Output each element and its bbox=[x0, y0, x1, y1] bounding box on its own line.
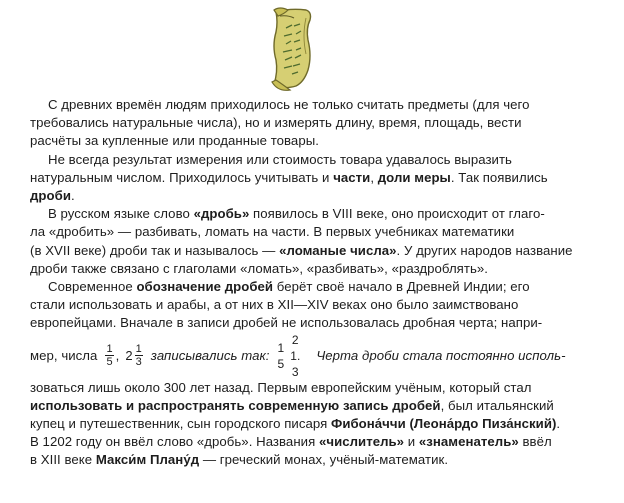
p4-period-7: . bbox=[556, 416, 561, 432]
p4-bar-text: Черта дроби стала постоянно исполь- bbox=[316, 347, 566, 363]
fraction-denominator: 5 bbox=[106, 356, 113, 369]
p2-period: . bbox=[70, 188, 75, 204]
name-maximus-planudes: Макси́м Плану́д bbox=[95, 452, 200, 468]
p3-line-1 bbox=[30, 205, 610, 223]
old-notation-one-fifth bbox=[278, 340, 285, 372]
p3-text-c: появилось в VIII веке, оно происходит от глаго- bbox=[249, 206, 545, 222]
p2-line-1: Не всегда результат измерения или стоимость товара удавалось выразить bbox=[48, 151, 512, 167]
p4-text-c: берёт своё начало в Древней Индии; его bbox=[273, 279, 530, 295]
term-numerator: «числитель» bbox=[318, 434, 405, 450]
p4-line-9 bbox=[30, 451, 610, 469]
old-numerator: 1 bbox=[277, 340, 285, 355]
term-fraction-notation: обозначение дробей bbox=[136, 279, 274, 295]
ancient-scroll-illustration bbox=[260, 6, 324, 92]
term-measure-shares: доли меры bbox=[377, 169, 451, 185]
p2-text-end: . Так появились bbox=[450, 169, 548, 185]
mixed-number-whole: 2 bbox=[125, 347, 133, 363]
p1-line-2: требовались натуральные числа), но и измерять длину, время, площадь, вести bbox=[30, 115, 522, 131]
fraction-one-fifth bbox=[105, 343, 113, 368]
p3-text-3a: (в XVII веке) дроби так и называлось — bbox=[30, 242, 280, 258]
p2-comma: , bbox=[370, 169, 378, 185]
p4-line-6 bbox=[30, 397, 610, 415]
p4-text-9c: — греческий монах, учёный-математик. bbox=[199, 452, 449, 468]
p4-line-5: зоваться лишь около 300 лет назад. Первым европейским учёным, который стал bbox=[30, 379, 532, 395]
fraction-numerator: 1 bbox=[135, 343, 142, 356]
p4-text-8c: и bbox=[404, 434, 419, 450]
p3-line-2: ла «дробить» — разбивать, ломать на части. В первых учебниках математики bbox=[30, 224, 515, 240]
p4-line-3: европейцами. Вначале в записи дробей не использовалась дробная черта; напри- bbox=[30, 315, 543, 331]
paragraph-2 bbox=[30, 151, 610, 206]
fraction-one-third bbox=[135, 343, 143, 368]
p4-text-8e: ввёл bbox=[518, 434, 552, 450]
p3-text-a: В русском языке слово bbox=[48, 206, 194, 222]
old-bottom: 3 bbox=[291, 364, 299, 379]
fraction-numerator: 1 bbox=[106, 343, 113, 356]
term-denominator: «знаменатель» bbox=[418, 434, 519, 450]
p4-comma: , bbox=[115, 347, 120, 363]
old-top: 2 bbox=[291, 332, 299, 347]
p4-text-6b: , был итальянский bbox=[440, 397, 554, 413]
p3-text-3c: . У других народов название bbox=[396, 242, 573, 258]
p4-line-8 bbox=[30, 433, 610, 451]
p4-line-4-fractions bbox=[30, 333, 610, 379]
p4-line-1 bbox=[30, 278, 610, 296]
paragraph-4 bbox=[30, 278, 610, 470]
fraction-denominator: 3 bbox=[135, 356, 142, 369]
paragraph-1 bbox=[30, 96, 610, 151]
p4-written-as: записывались так: bbox=[150, 347, 270, 363]
p2-line-2 bbox=[30, 169, 610, 187]
term-parts: части bbox=[333, 169, 371, 185]
name-fibonacci: Фибона́ччи (Леона́рдо Пиза́нский) bbox=[331, 416, 557, 432]
old-whole: 1. bbox=[290, 348, 301, 363]
article-text bbox=[30, 96, 610, 470]
p4-line-2: стали использовать и арабы, а от них в XII—XIV веках оно было заимствовано bbox=[30, 297, 519, 313]
p1-line-3: расчёты за купленные или проданные товары. bbox=[30, 133, 319, 149]
term-broken-numbers: «ломаные числа» bbox=[279, 242, 397, 258]
old-notation-mixed bbox=[290, 332, 300, 380]
p4-text-7a: купец и путешественник, сын городского писаря bbox=[30, 416, 332, 432]
term-fractions: дроби bbox=[30, 188, 71, 204]
p3-line-3 bbox=[30, 242, 610, 260]
p4-line-7 bbox=[30, 415, 610, 433]
p4-text-9a: в XIII веке bbox=[30, 452, 96, 468]
p2-text: натуральным числом. Приходилось учитывать и bbox=[30, 169, 334, 185]
p4-text-a: Современное bbox=[48, 279, 137, 295]
old-denominator: 5 bbox=[277, 356, 285, 371]
term-drob: «дробь» bbox=[193, 206, 250, 222]
p4-text-8a: В 1202 году он ввёл слово «дробь». Названия bbox=[30, 434, 319, 450]
paragraph-3 bbox=[30, 205, 610, 278]
p3-line-4: дроби также связано с глаголами «ломать», «разбивать», «раздроблять». bbox=[30, 260, 488, 276]
p2-line-3 bbox=[30, 187, 610, 205]
term-modern-notation: использовать и распространять современную запись дробей bbox=[30, 397, 441, 413]
p4-example-text: мер, числа bbox=[30, 347, 98, 363]
p1-line-1: С древних времён людям приходилось не только считать предметы (для чего bbox=[48, 97, 530, 112]
